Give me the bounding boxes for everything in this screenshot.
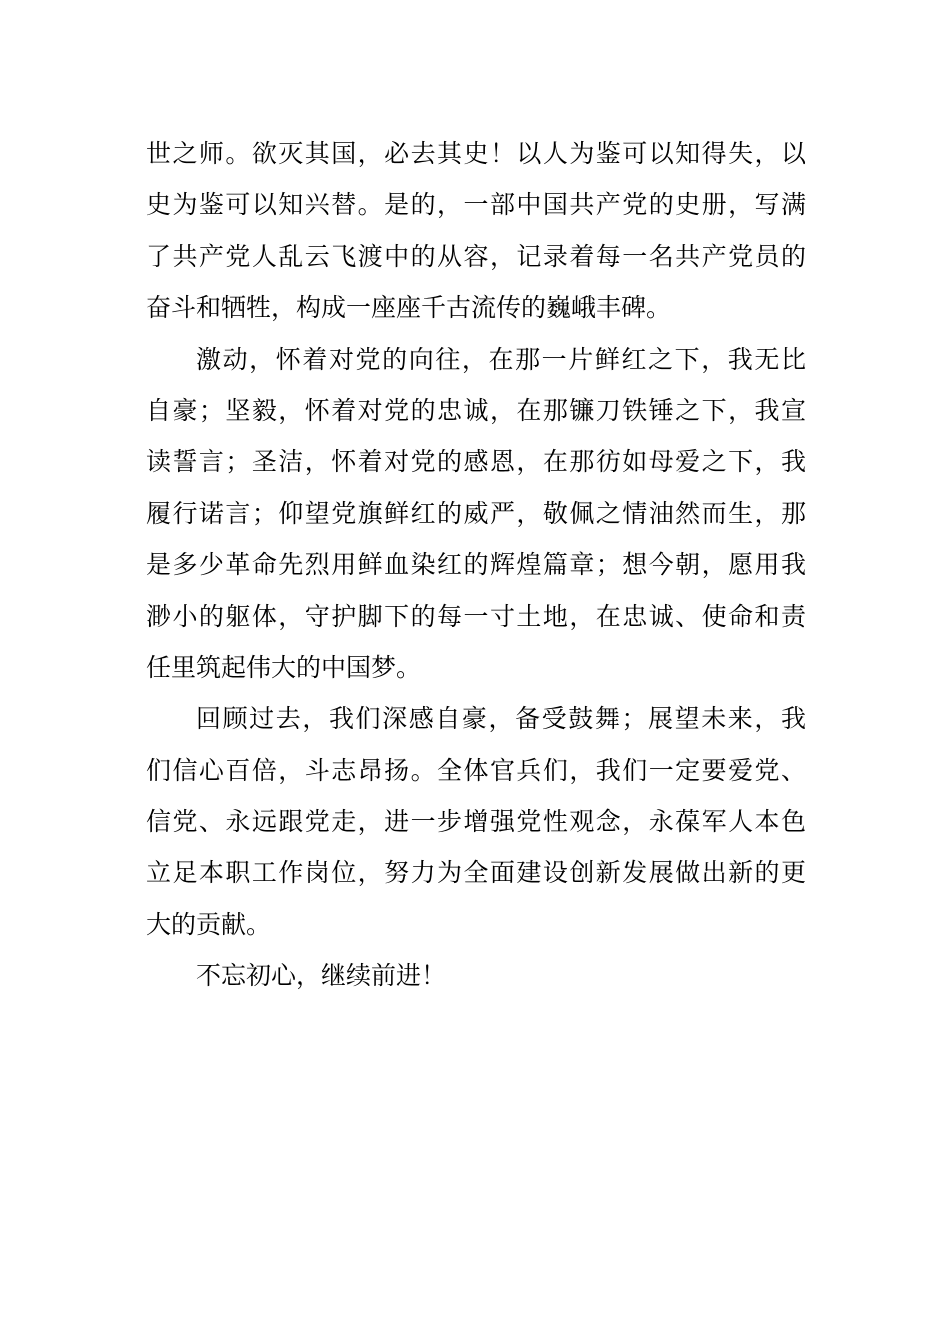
text-line: 们信心百倍，斗志昂扬。全体官兵们，我们一定要爱党、 bbox=[146, 755, 806, 785]
text-line: 大的贡献。 bbox=[146, 909, 272, 939]
paragraph-4 bbox=[146, 950, 806, 1001]
text-line: 自豪；坚毅，怀着对党的忠诚，在那镰刀铁锤之下，我宣 bbox=[146, 395, 806, 425]
document-body bbox=[146, 128, 806, 1002]
text-line: 奋斗和牺牲，构成一座座千古流传的巍峨丰碑。 bbox=[146, 293, 672, 323]
text-line: 履行诺言；仰望党旗鲜红的威严，敬佩之情油然而生，那 bbox=[146, 498, 806, 528]
text-line: 渺小的躯体，守护脚下的每一寸土地，在忠诚、使命和责 bbox=[146, 601, 806, 631]
paragraph-2 bbox=[146, 334, 806, 694]
text-line: 世之师。欲灭其国，必去其史！以人为鉴可以知得失，以 bbox=[146, 139, 806, 168]
text-line: 不忘初心，继续前进！ bbox=[196, 961, 447, 991]
text-line: 信党、永远跟党走，进一步增强党性观念，永葆军人本色 bbox=[146, 807, 806, 837]
text-line: 是多少革命先烈用鲜血染红的辉煌篇章；想今朝，愿用我 bbox=[146, 550, 806, 580]
text-line: 激动，怀着对党的向往，在那一片鲜红之下，我无比 bbox=[196, 344, 806, 374]
text-line: 回顾过去，我们深感自豪，备受鼓舞；展望未来，我 bbox=[196, 704, 806, 734]
text-line: 立足本职工作岗位，努力为全面建设创新发展做出新的更 bbox=[146, 858, 806, 888]
text-line: 史为鉴可以知兴替。是的，一部中国共产党的史册，写满 bbox=[146, 190, 806, 220]
paragraph-3 bbox=[146, 693, 806, 950]
paragraph-1 bbox=[146, 128, 806, 334]
text-line: 了共产党人乱云飞渡中的从容，记录着每一名共产党员的 bbox=[146, 241, 806, 271]
text-line: 任里筑起伟大的中国梦。 bbox=[146, 652, 422, 682]
text-line: 读誓言；圣洁，怀着对党的感恩，在那彷如母爱之下，我 bbox=[146, 447, 806, 477]
